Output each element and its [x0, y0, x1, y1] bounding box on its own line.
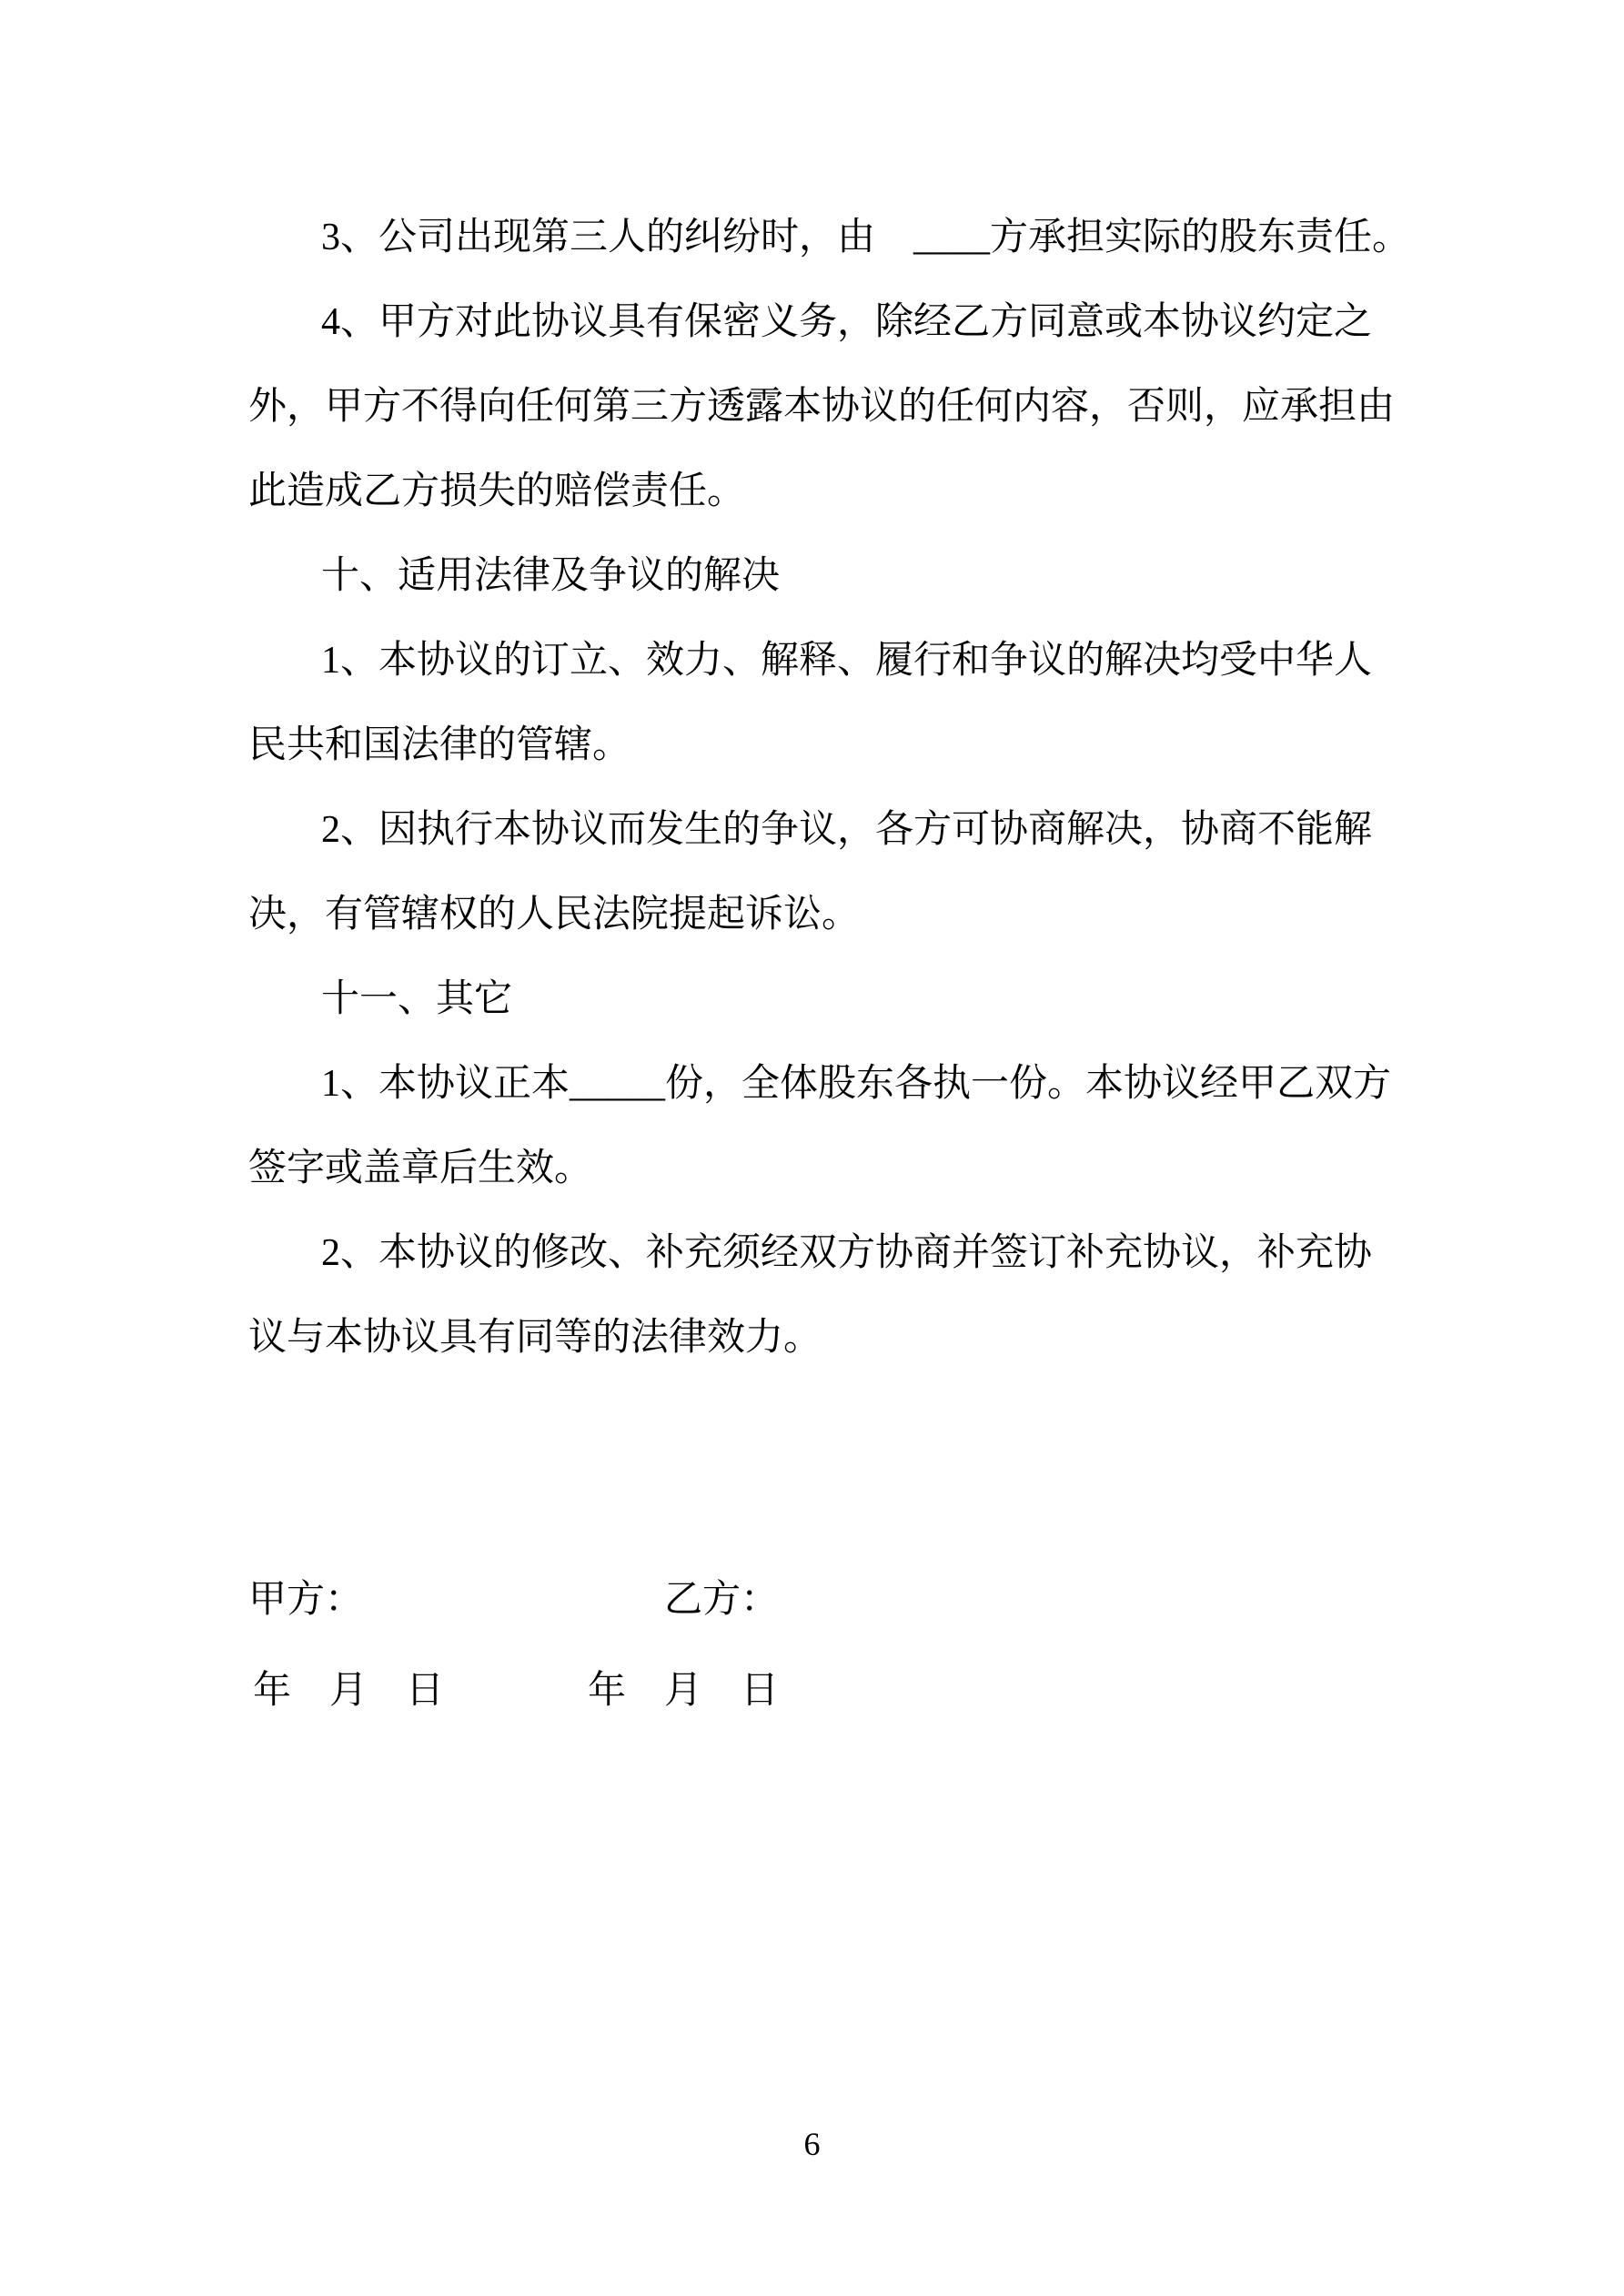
body-line-section-11-item-1-cont: 签字或盖章后生效。 — [248, 1148, 593, 1189]
party-a-label: 甲方： — [248, 1579, 364, 1621]
body-line-section-11-item-1: 1、本协议正本_____份，全体股东各执一份。本协议经甲乙双方 — [321, 1063, 1392, 1105]
body-line-clause-4: 4、甲方对此协议具有保密义务，除经乙方同意或本协议约定之 — [321, 301, 1373, 343]
body-line-clause-3: 3、公司出现第三人的纠纷时，由 ____方承担实际的股东责任。 — [321, 217, 1411, 258]
signature-row — [248, 1558, 779, 1643]
body-line-section-11-item-2-cont: 议与本协议具有同等的法律效力。 — [248, 1317, 822, 1359]
body-line-section-11-item-2: 2、本协议的修改、补充须经双方协商并签订补充协议，补充协 — [321, 1232, 1373, 1274]
body-line-section-10-item-2-cont: 决，有管辖权的人民法院提起诉讼。 — [248, 894, 861, 936]
body-line-section-10-item-1: 1、本协议的订立、效力、解释、履行和争议的解决均受中华人 — [321, 640, 1373, 682]
body-line-clause-4-cont-1: 外，甲方不得向任何第三方透露本协议的任何内容，否则，应承担由 — [248, 386, 1396, 428]
party-a-date: 年 月 日 — [253, 1670, 445, 1712]
page-number: 6 — [803, 2126, 821, 2162]
party-b-label: 乙方： — [664, 1579, 780, 1621]
date-row — [253, 1649, 779, 1734]
body-line-clause-4-cont-2: 此造成乙方损失的赔偿责任。 — [248, 470, 746, 512]
body-line-section-10-heading: 十、适用法律及争议的解决 — [321, 555, 781, 597]
body-line-section-11-heading: 十一、其它 — [321, 978, 513, 1020]
body-line-section-10-item-1-cont: 民共和国法律的管辖。 — [248, 724, 631, 766]
party-b-date: 年 月 日 — [588, 1670, 780, 1712]
body-line-section-10-item-2: 2、因执行本协议而发生的争议，各方可协商解决，协商不能解 — [321, 809, 1373, 851]
contract-body — [248, 196, 1411, 1381]
